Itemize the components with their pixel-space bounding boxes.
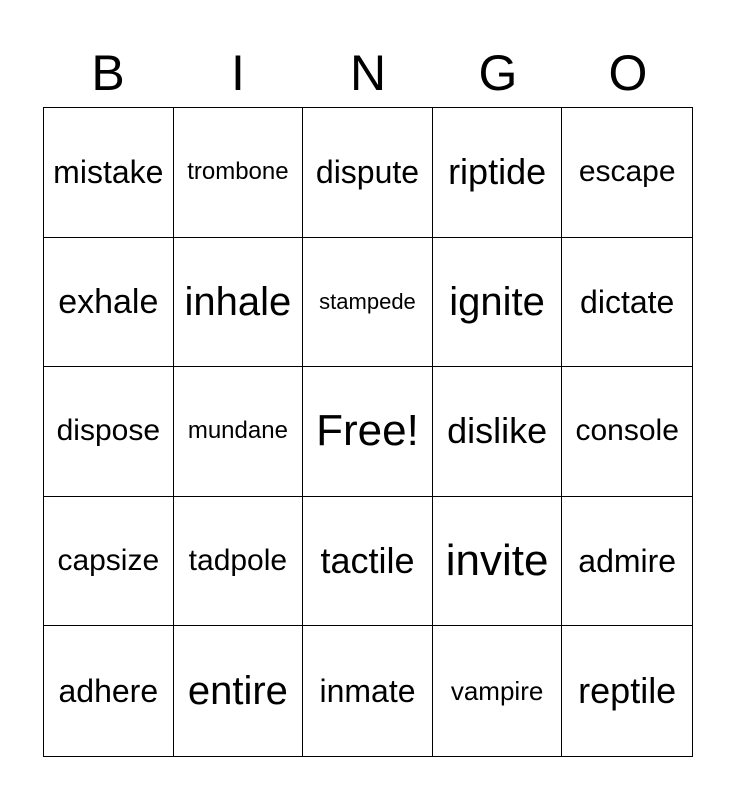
bingo-cell[interactable]: capsize [44, 497, 174, 627]
bingo-cell[interactable]: dispute [303, 108, 433, 238]
bingo-cell[interactable]: tadpole [174, 497, 304, 627]
bingo-cell[interactable]: mundane [174, 367, 304, 497]
header-letter-o: O [608, 45, 648, 101]
bingo-cell[interactable]: escape [562, 108, 692, 238]
bingo-cell[interactable]: inhale [174, 238, 304, 368]
bingo-cell[interactable]: trombone [174, 108, 304, 238]
bingo-cell[interactable]: dispose [44, 367, 174, 497]
bingo-cell[interactable]: entire [174, 626, 304, 756]
header-letter-n: N [349, 45, 387, 101]
bingo-cell[interactable]: dictate [562, 238, 692, 368]
bingo-cell[interactable]: inmate [303, 626, 433, 756]
bingo-cell[interactable]: mistake [44, 108, 174, 238]
bingo-cell-free[interactable]: Free! [303, 367, 433, 497]
bingo-board [43, 107, 693, 757]
header-letter-b: B [91, 45, 125, 101]
header-letter-g: G [478, 45, 518, 101]
bingo-cell[interactable]: exhale [44, 238, 174, 368]
bingo-cell[interactable]: dislike [433, 367, 563, 497]
header-letter-i: I [231, 45, 245, 101]
bingo-cell[interactable]: adhere [44, 626, 174, 756]
bingo-cell[interactable]: tactile [303, 497, 433, 627]
bingo-cell[interactable]: admire [562, 497, 692, 627]
bingo-cell[interactable]: vampire [433, 626, 563, 756]
bingo-cell[interactable]: riptide [433, 108, 563, 238]
bingo-cell[interactable]: console [562, 367, 692, 497]
bingo-cell[interactable]: reptile [578, 670, 677, 712]
bingo-cell[interactable]: stampede [303, 238, 433, 368]
bingo-cell[interactable]: ignite [433, 238, 563, 368]
bingo-cell[interactable]: invite [433, 497, 563, 627]
bingo-header [43, 40, 693, 106]
